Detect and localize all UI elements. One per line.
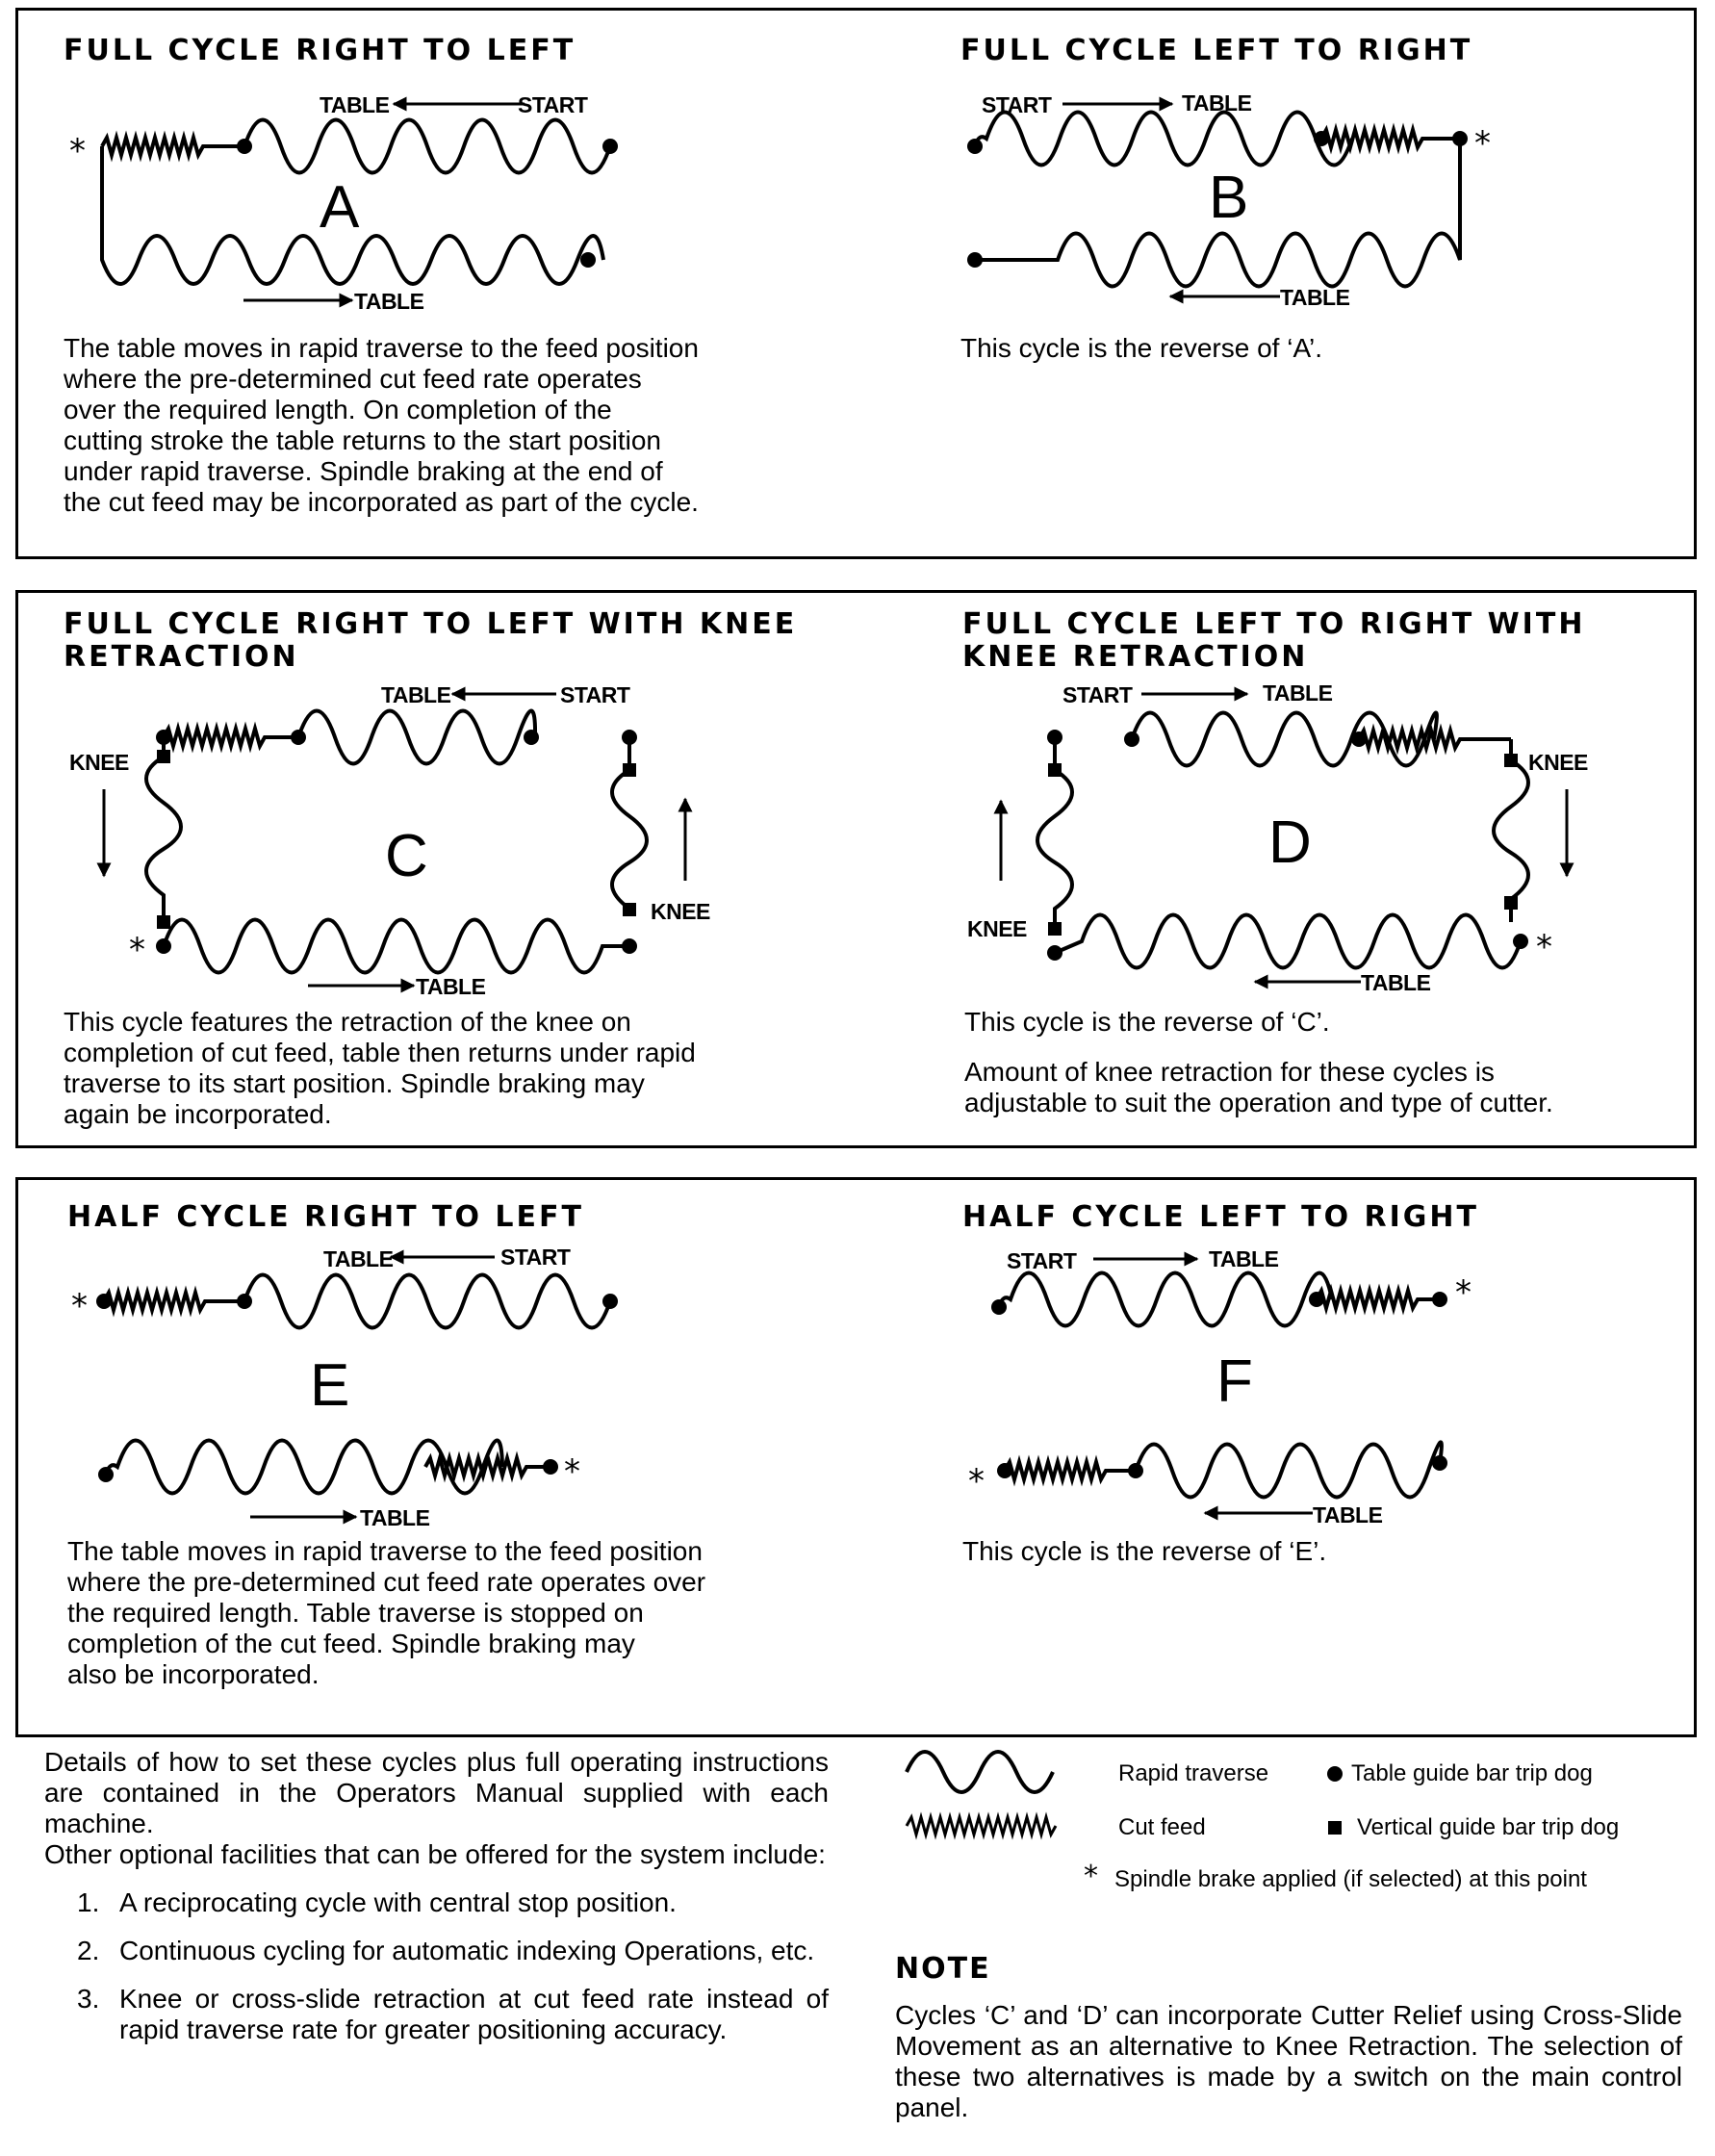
knee-retraction-path (146, 737, 181, 922)
table-trip-dog (1314, 131, 1329, 146)
rapid-traverse-return-path (1055, 915, 1521, 968)
cycle-letter-e: E (310, 1352, 350, 1419)
table-trip-dog (1309, 1292, 1324, 1307)
description-cycle-a: The table moves in rapid traverse to the feed position where the pre-determined cut feed rate operates over the required length. On completion of the cutting stroke the table returns to the start position under rapid traverse. Spindle braking at the end of the cut feed may be incorporated as part of the cycle. (64, 333, 699, 517)
vertical-trip-dog (157, 750, 170, 763)
legend-spindle-brake: Spindle brake applied (if selected) at this point (1114, 1866, 1587, 1892)
list-item (44, 1887, 829, 1918)
diagram-e (71, 1245, 618, 1530)
table-trip-dog (622, 730, 637, 745)
vertical-dog-symbol (1328, 1821, 1342, 1835)
table-dog-symbol (1327, 1766, 1343, 1782)
list-text: A reciprocating cycle with central stop position. (119, 1887, 677, 1917)
spindle-brake-marker: * (71, 1287, 88, 1325)
cycle-letter-d: D (1268, 809, 1312, 876)
label-knee: KNEE (69, 750, 129, 775)
cycle-letter-a: A (320, 174, 360, 241)
table-trip-dog (602, 139, 618, 154)
label-table: TABLE (360, 1505, 430, 1530)
list-number: 2. (77, 1936, 100, 1965)
table-trip-dog (1124, 732, 1139, 747)
table-trip-dog (1047, 945, 1062, 961)
list-number: 3. (77, 1984, 100, 2014)
table-trip-dog (991, 1299, 1007, 1315)
vertical-trip-dog (157, 915, 170, 929)
table-trip-dog (997, 1463, 1012, 1478)
table-trip-dog (96, 1294, 112, 1309)
list-item (44, 1936, 829, 1966)
diagram-b (967, 90, 1491, 310)
description-cycle-c: This cycle features the retraction of the knee on completion of cut feed, table then returns under rapid traverse to its start position. Spindle braking may again be incorporated. (64, 1007, 696, 1129)
vertical-trip-dog (623, 763, 636, 777)
label-table: TABLE (416, 974, 486, 999)
note-title: NOTE (895, 1952, 991, 1986)
spindle-brake-marker: * (968, 1462, 985, 1501)
label-start: START (1062, 682, 1133, 707)
diagram-c (69, 682, 710, 999)
list-number: 1. (77, 1887, 100, 1917)
cut-feed-path (1005, 1462, 1136, 1479)
label-table: TABLE (381, 682, 451, 707)
heading-cycle-c: FULL CYCLE RIGHT TO LEFT WITH KNEE RETRACTION (64, 607, 798, 674)
cut-feed-path (1317, 1291, 1440, 1308)
rapid-traverse-path (975, 113, 1352, 166)
table-trip-dog (622, 938, 637, 954)
vertical-trip-dog (1504, 896, 1518, 910)
label-start: START (982, 92, 1052, 117)
vertical-trip-dog (1504, 754, 1518, 767)
cut-feed-symbol (907, 1817, 1056, 1835)
list-item (44, 1984, 829, 2045)
rapid-traverse-symbol (907, 1752, 1053, 1792)
rapid-traverse-path (1136, 1442, 1442, 1497)
table-trip-dog (1047, 730, 1062, 745)
table-trip-dog (580, 252, 596, 268)
description-cycle-e: The table moves in rapid traverse to the feed position where the pre-determined cut feed rate operates over the required length. Table traverse is stopped on completion of the cut feed. Spindle braking may also be incorporated. (67, 1536, 706, 1689)
legend (895, 1747, 1684, 1891)
table-trip-dog (237, 139, 252, 154)
heading-cycle-f: HALF CYCLE LEFT TO RIGHT (962, 1200, 1479, 1234)
table-trip-dog (543, 1459, 558, 1475)
knee-return-path (612, 737, 647, 910)
options-list (44, 1887, 829, 2045)
label-table: TABLE (1209, 1246, 1279, 1271)
cut-feed-path (164, 729, 298, 746)
cycle-letter-f: F (1216, 1348, 1253, 1415)
label-table: TABLE (1313, 1502, 1383, 1527)
description-cycle-b: This cycle is the reverse of ‘A’. (960, 333, 1323, 363)
table-trip-dog (967, 139, 983, 154)
heading-cycle-a: FULL CYCLE RIGHT TO LEFT (64, 34, 576, 67)
spindle-brake-marker: * (69, 132, 86, 170)
table-trip-dog (156, 938, 171, 954)
label-start: START (500, 1245, 571, 1270)
diagram-f (968, 1246, 1472, 1527)
label-table: TABLE (323, 1246, 394, 1271)
description-cycle-d-adjustment: Amount of knee retraction for these cycles is adjustable to suit the operation and type of cutter. (964, 1057, 1553, 1117)
legend-cut-feed: Cut feed (1118, 1814, 1206, 1840)
label-knee: KNEE (651, 899, 710, 924)
list-text: Knee or cross-slide retraction at cut feed rate instead of rapid traverse rate for greater positioning accuracy. (119, 1984, 829, 2044)
rapid-traverse-return-path (164, 920, 629, 973)
label-table: TABLE (1280, 285, 1350, 310)
table-trip-dog (1432, 1292, 1447, 1307)
vertical-trip-dog (623, 903, 636, 916)
table-trip-dog (1452, 131, 1468, 146)
label-table: TABLE (1182, 90, 1252, 116)
spindle-brake-symbol: * (1084, 1860, 1098, 1891)
label-table: TABLE (1361, 970, 1431, 995)
label-knee: KNEE (967, 916, 1027, 941)
spindle-brake-marker: * (129, 931, 145, 969)
vertical-trip-dog (1048, 763, 1062, 777)
diagram-d (967, 680, 1588, 995)
cut-feed-path (1321, 130, 1460, 147)
legend-table-dog: Table guide bar trip dog (1351, 1760, 1593, 1786)
description-cycle-f: This cycle is the reverse of ‘E’. (962, 1536, 1327, 1566)
rapid-traverse-path (244, 120, 610, 173)
table-trip-dog (156, 730, 171, 745)
table-trip-dog (1128, 1463, 1143, 1478)
label-start: START (1007, 1248, 1077, 1273)
diagram-a (69, 92, 618, 314)
rapid-traverse-path (298, 711, 535, 764)
operating-details (44, 1747, 829, 2063)
legend-vertical-dog: Vertical guide bar trip dog (1357, 1814, 1620, 1840)
label-table: TABLE (354, 289, 424, 314)
spindle-brake-marker: * (564, 1452, 580, 1491)
table-trip-dog (1432, 1455, 1447, 1471)
heading-cycle-b: FULL CYCLE LEFT TO RIGHT (960, 34, 1473, 67)
vertical-trip-dog (1048, 922, 1062, 936)
cycle-letter-c: C (385, 823, 428, 889)
note-text: Cycles ‘C’ and ‘D’ can incorporate Cutter Relief using Cross-Slide Movement as an alternative to Knee Retraction. The selection of these two alternatives is made by a switch on the main control panel. (895, 2000, 1682, 2122)
spindle-brake-marker: * (1474, 124, 1491, 163)
list-text: Continuous cycling for automatic indexing Operations, etc. (119, 1936, 815, 1965)
table-trip-dog (237, 1294, 252, 1309)
cut-feed-path (104, 1293, 244, 1310)
label-table: TABLE (320, 92, 390, 117)
table-trip-dog (602, 1294, 618, 1309)
table-trip-dog (291, 730, 306, 745)
table-trip-dog (1351, 732, 1367, 747)
cycle-letter-b: B (1209, 165, 1249, 231)
cut-feed-path (102, 138, 244, 155)
legend-rapid-traverse: Rapid traverse (1118, 1760, 1269, 1786)
rapid-traverse-path (999, 1273, 1332, 1326)
label-knee: KNEE (1528, 750, 1588, 775)
heading-cycle-e: HALF CYCLE RIGHT TO LEFT (67, 1200, 584, 1234)
table-trip-dog (98, 1467, 114, 1482)
details-paragraph: Details of how to set these cycles plus full operating instructions are contained in the Operators Manual supplied with each machine. (44, 1747, 829, 1838)
rapid-traverse-path (244, 1275, 610, 1328)
details-paragraph: Other optional facilities that can be offered for the system include: (44, 1839, 826, 1869)
table-trip-dog (524, 730, 539, 745)
label-table: TABLE (1263, 680, 1333, 706)
description-cycle-d: This cycle is the reverse of ‘C’. (964, 1007, 1330, 1037)
table-trip-dog (1513, 934, 1528, 949)
table-trip-dog (967, 252, 983, 268)
heading-cycle-d: FULL CYCLE LEFT TO RIGHT WITH KNEE RETRACTION (962, 607, 1586, 674)
label-start: START (560, 682, 630, 707)
spindle-brake-marker: * (1455, 1273, 1472, 1312)
spindle-brake-marker: * (1536, 928, 1552, 966)
label-start: START (518, 92, 588, 117)
